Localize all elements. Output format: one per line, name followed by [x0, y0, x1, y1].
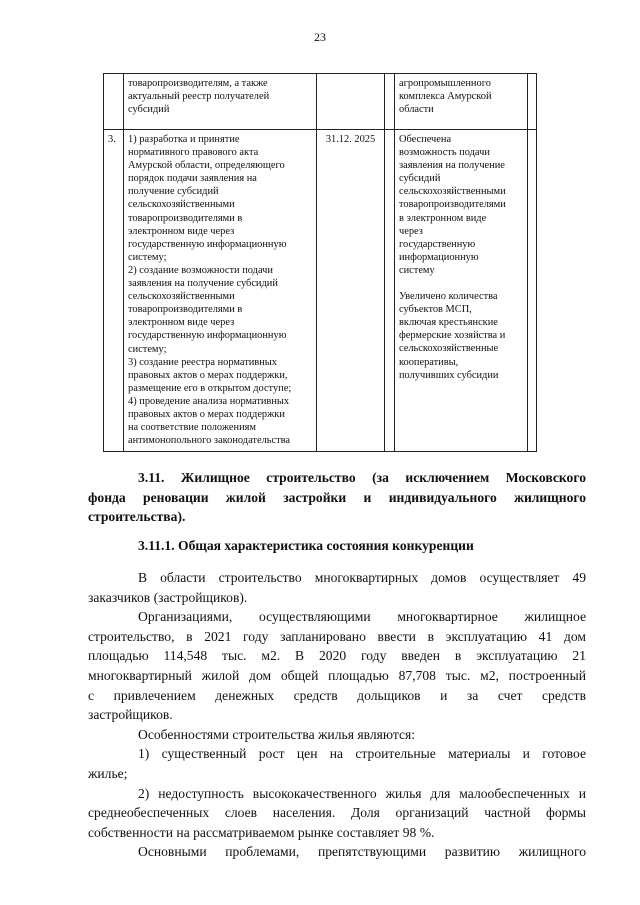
heading-line: строительства).	[88, 509, 186, 525]
body-text	[88, 568, 586, 862]
cell-line: Увеличено количества	[399, 291, 498, 303]
paragraph-line: заказчиков (застройщиков).	[88, 589, 248, 605]
cell-line: сельскохозяйственными	[128, 291, 235, 303]
cell-line: в электронном виде	[399, 212, 487, 224]
paragraph-line: площадью 114,548 тыс. м2. В 2020 году введен в эксплуатацию 21	[88, 648, 586, 664]
cell-line: сельскохозяйственные	[399, 343, 499, 355]
cell-line: фермерские хозяйства и	[399, 330, 506, 342]
cell-line: Амурской области, определяющего	[128, 160, 285, 172]
cell-line: включая крестьянские	[399, 317, 498, 329]
measures-table	[103, 73, 537, 452]
cell-line: электронном виде через	[128, 317, 235, 329]
cell-line: 1) разработка и принятие	[128, 134, 240, 145]
paragraph-line: 1) существенный рост цен на строительные материалы и готовое	[138, 746, 586, 762]
paragraph-gap	[399, 277, 523, 290]
cell-line: через	[399, 225, 423, 237]
cell-line: товаропроизводителями в	[128, 212, 243, 224]
cell-line: 2) создание возможности подачи	[128, 264, 273, 276]
result-cell	[395, 130, 528, 452]
subsection-heading: 3.11.1. Общая характеристика состояния конкуренции	[138, 538, 474, 553]
paragraph-line: жилье;	[88, 765, 128, 781]
cell-line: товаропроизводителям, а также	[128, 78, 268, 89]
cell-line: антимонопольного законодательства	[128, 435, 291, 447]
cell-line: получивших субсидии	[399, 369, 499, 381]
paragraph-line: 2) недоступность высококачественного жилья для малообеспеченных и	[138, 785, 586, 801]
cell-line: области	[399, 104, 434, 116]
deadline-cell	[317, 74, 385, 130]
table-row	[104, 74, 537, 130]
cell-line: сельскохозяйственными	[128, 199, 235, 211]
cell-line: на соответствие положениям	[128, 422, 257, 434]
cell-line: правовых актов о мерах поддержки,	[128, 369, 288, 381]
paragraph-line: Особенностями строительства жилья являются:	[138, 726, 416, 742]
paragraph-line: В области строительство многоквартирных домов осуществляет 49	[138, 570, 586, 585]
table-row	[104, 130, 537, 452]
cell-line: комплекса Амурской	[399, 91, 492, 103]
paragraph-line: многоквартирный жилой дом общей площадью 87,708 тыс. м2, построенный	[88, 667, 586, 683]
page-number: 23	[314, 30, 326, 44]
paragraph-line: Организациями, осуществляющими многоквартирное жилищное	[138, 609, 586, 625]
cell-line: нормативного правового акта	[128, 147, 259, 159]
cell-line: систему;	[128, 251, 167, 263]
actions-cell	[124, 130, 317, 452]
heading-line: 3.11. Жилищное строительство (за исключением Московского	[138, 470, 586, 485]
cell-line: субсидий	[128, 104, 170, 116]
spacer-cell	[528, 130, 537, 452]
cell-line: получение субсидий	[128, 186, 219, 198]
row-number-cell: 3.	[104, 130, 124, 452]
row-number-cell	[104, 74, 124, 130]
cell-line: товаропроизводителями в	[128, 304, 243, 316]
cell-line: возможность подачи	[399, 147, 490, 159]
cell-line: электронном виде через	[128, 225, 235, 237]
cell-line: заявления на получение субсидий	[128, 278, 278, 290]
cell-line: государственную информационную	[128, 330, 287, 342]
spacer-cell	[385, 74, 395, 130]
cell-line: кооперативы,	[399, 356, 459, 368]
paragraph-line: застройщиков.	[88, 707, 173, 723]
paragraph-line: собственности на рассматриваемом рынке составляет 98 %.	[88, 824, 435, 840]
cell-line: сельскохозяйственными	[399, 186, 506, 198]
paragraph-line: с привлечением денежных средств дольщиков и за счет средств	[88, 687, 586, 703]
cell-line: государственную	[399, 238, 476, 250]
paragraph-line: Основными проблемами, препятствующими развитию жилищного	[138, 844, 586, 860]
cell-line: систему	[399, 264, 435, 276]
spacer-cell	[528, 74, 537, 130]
cell-line: 4) проведение анализа нормативных	[128, 395, 290, 407]
cell-line: правовых актов о мерах поддержки	[128, 408, 285, 420]
paragraph-line: строительство, в 2021 году запланировано ввести в эксплуатацию 41 дом	[88, 628, 586, 644]
result-cell	[395, 74, 528, 130]
cell-line: государственную информационную	[128, 238, 287, 250]
cell-line: 3) создание реестра нормативных	[128, 356, 277, 368]
section-heading	[88, 468, 586, 527]
cell-line: порядок подачи заявления на	[128, 173, 257, 185]
cell-line: размещение его в открытом доступе;	[128, 382, 292, 394]
cell-line: субъектов МСП,	[399, 304, 472, 316]
cell-line: информационную	[399, 251, 479, 263]
spacer-cell	[385, 130, 395, 452]
heading-line: фонда реновации жилой застройки и индивидуального жилищного	[88, 489, 586, 505]
cell-line: Обеспечена	[399, 134, 452, 145]
cell-line: заявления на получение	[399, 160, 505, 172]
cell-line: актуальный реестр получателей	[128, 91, 270, 103]
paragraph-line: среднеобеспеченных слоев населения. Доля организаций частной формы	[88, 805, 586, 821]
actions-cell	[124, 74, 317, 130]
cell-line: товаропроизводителями	[399, 199, 506, 211]
cell-line: субсидий	[399, 173, 441, 185]
cell-line: систему;	[128, 343, 167, 355]
cell-line: агропромышленного	[399, 78, 491, 89]
deadline-cell: 31.12. 2025	[317, 130, 385, 452]
